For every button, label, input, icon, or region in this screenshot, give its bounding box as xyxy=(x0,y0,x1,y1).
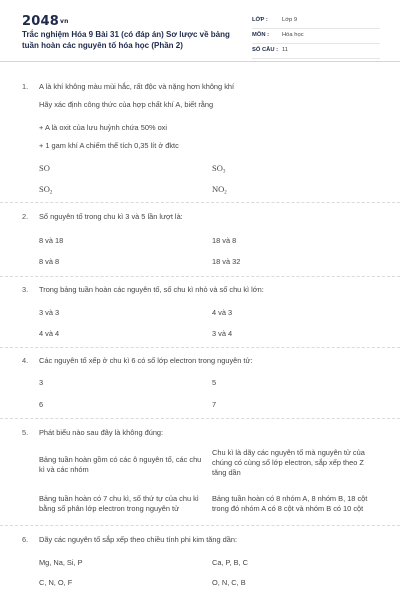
question-text: Trong bảng tuần hoàn các nguyên tố, số chu kì nhỏ và số chu kì lớn: xyxy=(39,285,264,294)
meta-row-class xyxy=(252,14,380,29)
question-text: Dãy các nguyên tố sắp xếp theo chiều tính phi kim tăng dần: xyxy=(39,535,238,544)
answer-option-a[interactable]: SO xyxy=(39,163,50,173)
question-divider xyxy=(0,276,400,277)
answer-option-b[interactable]: 18 và 8 xyxy=(212,236,237,245)
answer-option-a[interactable]: 3 và 3 xyxy=(39,308,60,317)
answer-option-a[interactable]: 8 và 18 xyxy=(39,236,64,245)
meta-value: Hóa học xyxy=(282,32,304,39)
question-divider xyxy=(0,202,400,203)
meta-table xyxy=(252,14,380,59)
answer-option-c[interactable]: $SO_2$ xyxy=(39,184,53,196)
question-number: 6. xyxy=(22,535,29,544)
answer-option-d[interactable]: 3 và 4 xyxy=(212,329,233,338)
meta-key: SỐ CÂU : xyxy=(252,47,279,54)
question-number: 2. xyxy=(22,212,29,221)
logo-suffix: vn xyxy=(59,18,69,25)
meta-key: MÔN : xyxy=(252,32,270,39)
answer-option-b[interactable]: $SO_3$ xyxy=(212,163,226,175)
answer-option-a[interactable]: Mg, Na, Si, P xyxy=(39,558,83,567)
question-text: A là khí không màu mùi hắc, rất độc và nặng hơn không khí xyxy=(39,82,235,91)
question-number: 5. xyxy=(22,428,29,437)
site-logo[interactable]: 2048vn xyxy=(22,14,69,29)
answer-option-b[interactable]: 5 xyxy=(212,378,217,387)
question-text: + 1 gam khí A chiếm thể tích 0,35 lít ở đktc xyxy=(39,141,179,150)
answer-option-b[interactable]: 4 và 3 xyxy=(212,308,233,317)
question-number: 3. xyxy=(22,285,29,294)
answer-option-d[interactable]: 7 xyxy=(212,400,217,409)
meta-row-subject xyxy=(252,29,380,44)
answer-option-c[interactable]: Bảng tuần hoàn có 7 chu kì, số thứ tự của chu kì bằng số phân lớp electron trong nguyên tử xyxy=(39,494,199,513)
meta-key: LỚP : xyxy=(252,17,268,24)
answer-option-d[interactable]: O, N, C, B xyxy=(212,578,246,587)
answer-option-d[interactable]: 18 và 32 xyxy=(212,257,241,266)
answer-option-c[interactable]: 6 xyxy=(39,400,44,409)
question-divider xyxy=(0,525,400,526)
question-text: Các nguyên tố xếp ở chu kì 6 có số lớp electron trong nguyên tử: xyxy=(39,356,253,365)
answer-option-b[interactable]: Chu kì là dãy các nguyên tố mà nguyên tử của chúng có cùng số lớp electron, sắp xếp theo Z tăng dần xyxy=(212,448,365,477)
question-text: Số nguyên tố trong chu kì 3 và 5 lần lượt là: xyxy=(39,212,183,221)
answer-option-d[interactable]: Bảng tuần hoàn có 8 nhóm A, 8 nhóm B, 18 cột trong đó nhóm A có 8 cột và nhóm B có 10 cột xyxy=(212,494,368,513)
answer-option-c[interactable]: 8 và 8 xyxy=(39,257,60,266)
meta-value: Lớp 9 xyxy=(282,17,298,24)
meta-value: 11 xyxy=(282,47,289,54)
document-header xyxy=(0,0,400,62)
question-number: 1. xyxy=(22,82,29,91)
question-divider xyxy=(0,418,400,419)
answer-option-d[interactable]: $NO_2$ xyxy=(212,184,227,196)
question-text: Hãy xác định công thức của hợp chất khí A, biết rằng xyxy=(39,100,214,109)
question-divider xyxy=(0,347,400,348)
answer-option-c[interactable]: C, N, O, F xyxy=(39,578,73,587)
document-title: Trắc nghiệm Hóa 9 Bài 31 (có đáp án) Sơ lược về bảng tuần hoàn các nguyên tố hóa học (Phần 2) xyxy=(22,30,230,50)
answer-option-c[interactable]: 4 và 4 xyxy=(39,329,60,338)
answer-option-b[interactable]: Ca, P, B, C xyxy=(212,558,249,567)
question-number: 4. xyxy=(22,356,29,365)
meta-row-count xyxy=(252,44,380,59)
question-text: Phát biểu nào sau đây là không đúng: xyxy=(39,428,164,437)
answer-option-a[interactable]: 3 xyxy=(39,378,44,387)
answer-option-a[interactable]: Bảng tuần hoàn gồm có các ô nguyên tố, các chu kì và các nhóm xyxy=(39,455,202,474)
question-text: + A là oxit của lưu huỳnh chứa 50% oxi xyxy=(39,123,168,132)
